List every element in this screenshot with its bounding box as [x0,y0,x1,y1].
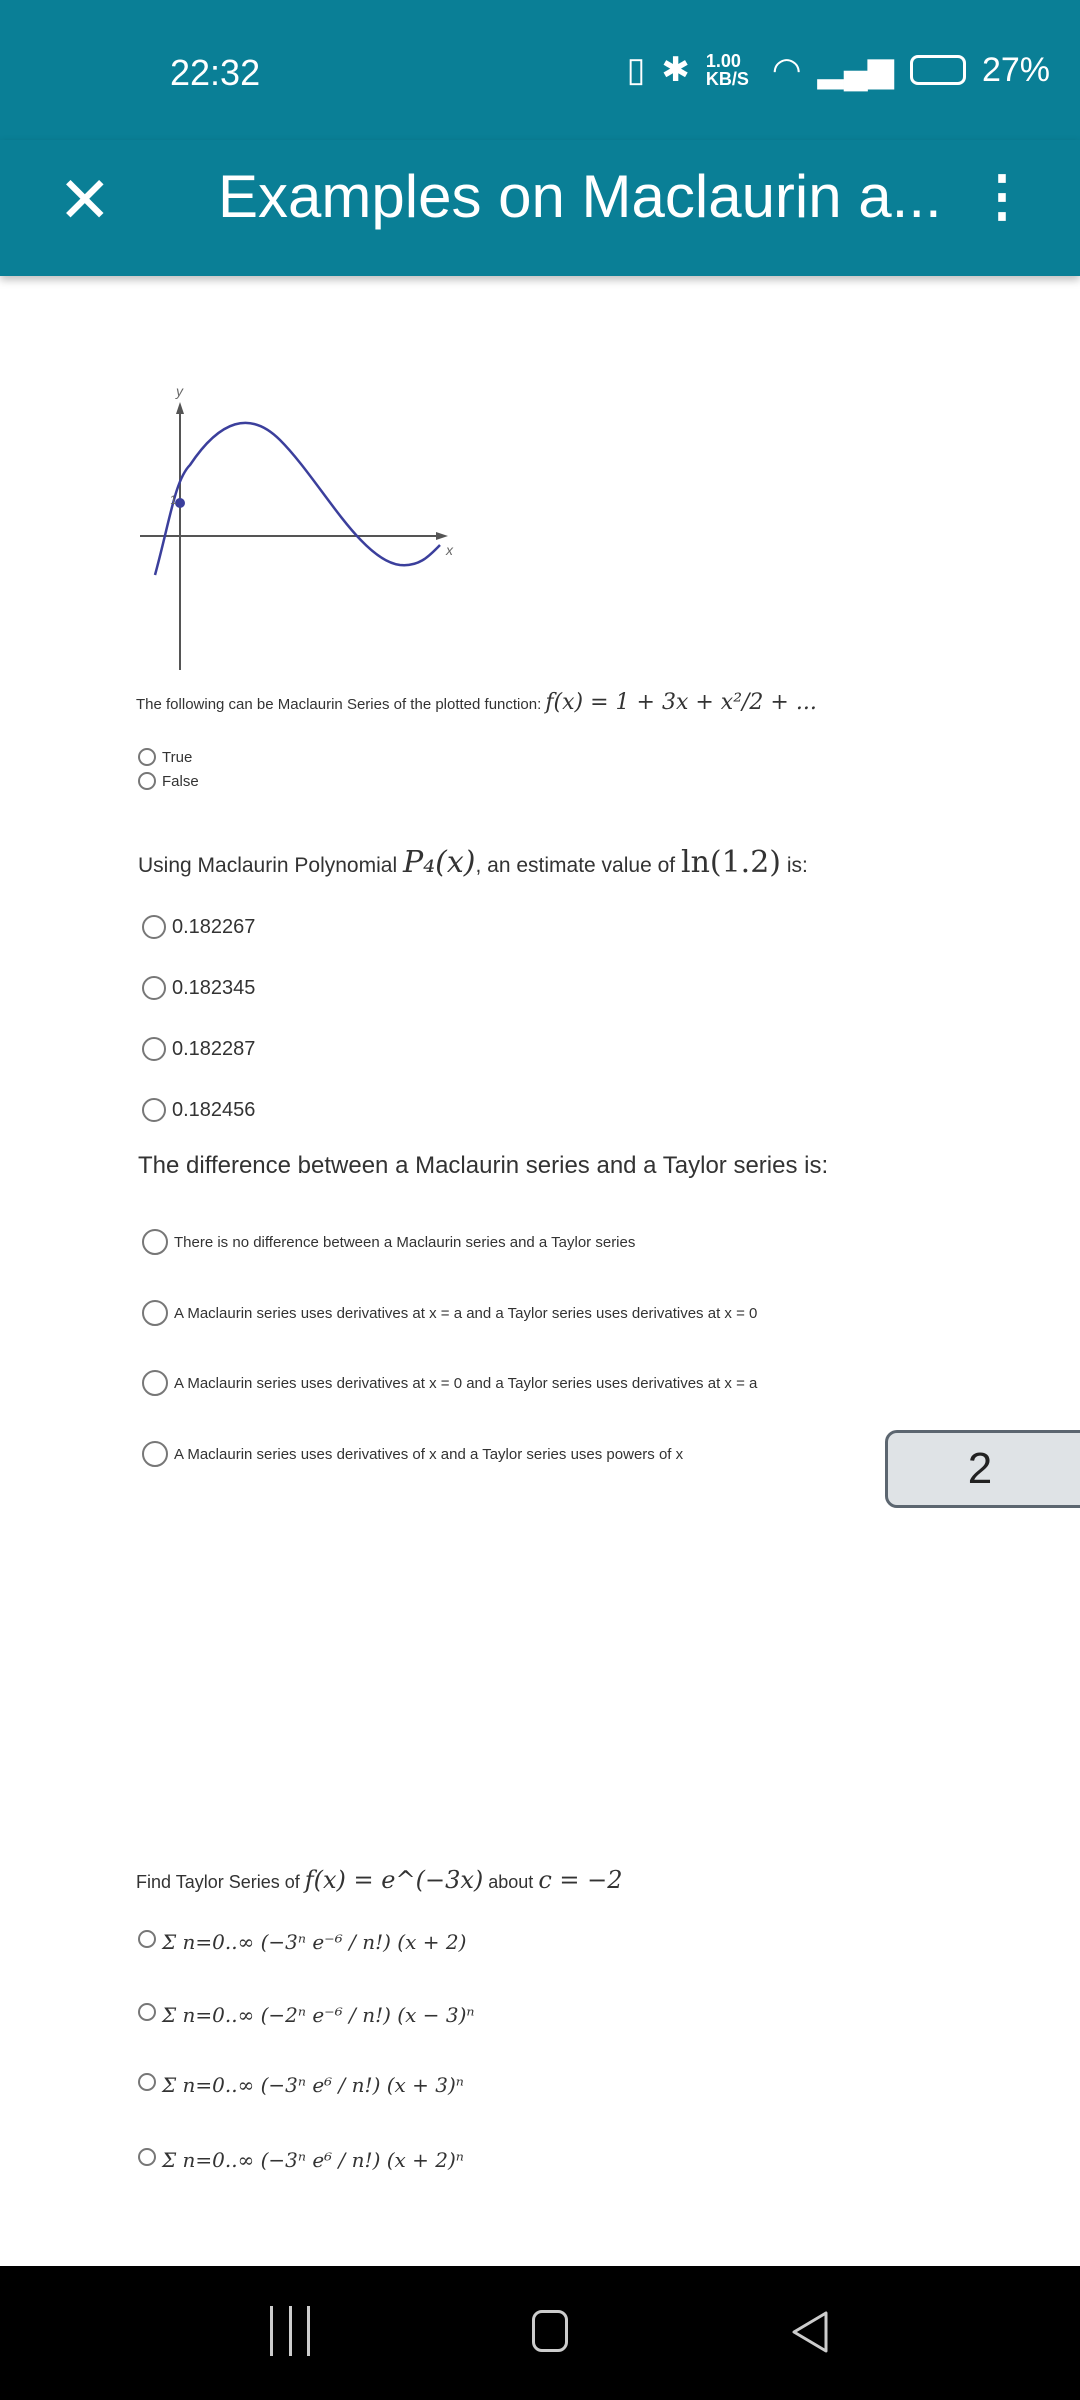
question-4-text: Find Taylor Series of [136,1872,300,1892]
signal-icon: ▂▄▆ [817,51,894,89]
radio-button[interactable] [138,772,156,790]
question-2-math-ln: ln(1.2) [680,845,782,880]
radio-button[interactable] [138,1930,156,1948]
question-1-math: f(x) = 1 + 3x + x²/2 + ... [545,690,817,715]
battery-level: 27% [981,50,1050,89]
option[interactable] [138,2073,464,2097]
option-formula: Σ n=0..∞ (−2ⁿ e⁻⁶ / n!) (x − 3)ⁿ [162,2003,475,2027]
option-false[interactable] [138,772,199,790]
option[interactable] [142,1370,757,1396]
more-options-icon[interactable]: ⋮ [974,164,1030,227]
option[interactable] [142,1441,683,1467]
radio-button[interactable] [142,1370,168,1396]
option[interactable] [138,1930,466,1954]
option[interactable] [142,1300,757,1326]
option-formula: Σ n=0..∞ (−3ⁿ e⁻⁶ / n!) (x + 2) [162,1930,467,1954]
option-formula: Σ n=0..∞ (−3ⁿ e⁶ / n!) (x + 2)ⁿ [162,2148,464,2172]
question-1-text: The following can be Maclaurin Series of the plotted function: [136,696,542,713]
bluetooth-icon: ✱ [661,51,690,89]
radio-button[interactable] [138,2148,156,2166]
option[interactable] [142,976,255,1000]
question-2-text-end: is: [786,854,808,877]
status-bar [0,0,1080,140]
net-speed: 1.00 KB/S [705,51,749,89]
y-tick: 1 [170,493,177,507]
y-axis-label: y [176,383,183,399]
app-bar [0,140,1080,276]
function-curve [155,423,440,575]
page-number-badge[interactable] [885,1430,1080,1508]
option-label: 0.182345 [172,976,256,999]
option-label: False [162,772,199,790]
option[interactable] [138,2148,464,2172]
option[interactable] [142,1037,255,1061]
option-label: 0.182287 [172,1037,256,1060]
option-label: There is no difference between a Maclaurin series and a Taylor series [174,1233,636,1251]
question-3-text: The difference between a Maclaurin series and a Taylor series is: [138,1152,829,1179]
option-label: A Maclaurin series uses derivatives of x and a Taylor series uses powers of x [174,1445,684,1463]
radio-button[interactable] [142,1441,168,1467]
x-axis-label: x [446,542,453,558]
recents-icon[interactable] [270,2306,310,2356]
vibrate-icon: ▯ [626,51,646,89]
back-icon[interactable] [790,2310,830,2354]
page-number: 2 [967,1444,993,1493]
option-true[interactable] [138,748,192,766]
function-graph [130,370,470,680]
question-4-about: about [488,1872,534,1892]
radio-button[interactable] [138,2073,156,2091]
option-formula: Σ n=0..∞ (−3ⁿ e⁶ / n!) (x + 3)ⁿ [162,2073,464,2097]
option[interactable] [142,915,255,939]
clock: 22:32 [170,52,261,93]
option[interactable] [142,1229,635,1255]
radio-button[interactable] [142,1229,168,1255]
radio-button[interactable] [142,1098,166,1122]
question-4 [136,1866,623,1894]
option-label: A Maclaurin series uses derivatives at x = 0 and a Taylor series uses derivatives at x = a [174,1374,758,1392]
question-2 [138,845,808,880]
close-icon[interactable]: ✕ [58,164,112,236]
question-2-text: Using Maclaurin Polynomial [138,854,398,877]
option-label: 0.182267 [172,915,256,938]
page-title: Examples on Maclaurin a... [218,163,942,230]
navigation-bar [0,2266,1080,2400]
question-4-center: c = −2 [538,1866,623,1894]
radio-button[interactable] [138,2003,156,2021]
radio-button[interactable] [142,1037,166,1061]
radio-button[interactable] [142,1300,168,1326]
question-2-math: P₄(x) [402,845,476,880]
battery-icon [910,55,966,85]
wifi-icon: ◠ [771,51,802,89]
question-2-text-mid: , an estimate value of [475,854,676,877]
question-1 [136,690,817,715]
radio-button[interactable] [142,976,166,1000]
radio-button[interactable] [142,915,166,939]
option[interactable] [142,1098,255,1122]
question-4-math: f(x) = e^(−3x) [304,1866,484,1894]
radio-button[interactable] [138,748,156,766]
option-label: True [162,748,193,766]
home-icon[interactable] [532,2310,568,2352]
option-label: A Maclaurin series uses derivatives at x = a and a Taylor series uses derivatives at x = 0 [174,1304,758,1322]
option-label: 0.182456 [172,1098,256,1121]
option[interactable] [138,2003,474,2027]
